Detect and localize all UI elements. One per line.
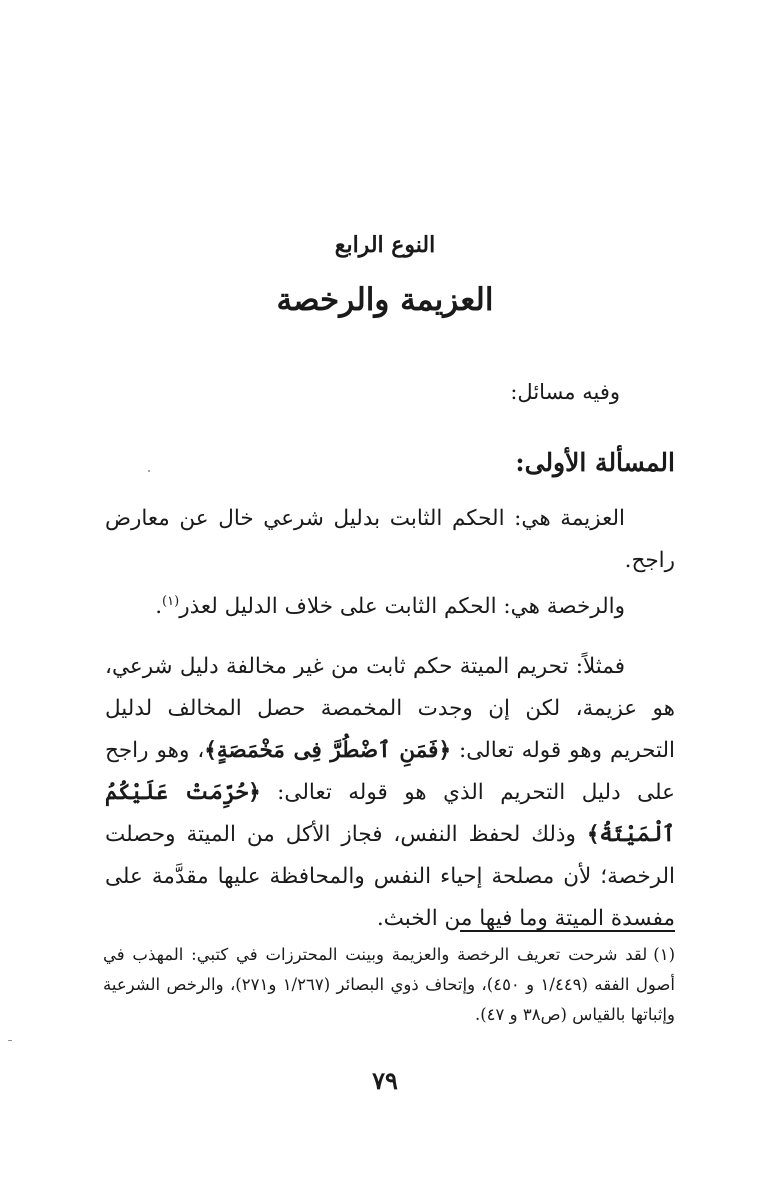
paragraph-example (105, 646, 675, 940)
paragraph-text: ، وهو راجح على دليل التحريم الذي هو قوله تعالى: (105, 738, 675, 805)
intro-line: وفيه مسائل: (510, 380, 620, 404)
quran-quote: ﴿حُرِّمَتْ عَلَيْكُمُ ٱلْمَيْتَةُ﴾ (105, 780, 675, 847)
footnote-number: (١) (653, 945, 675, 964)
paragraph-azima-definition (105, 498, 675, 582)
paragraph-end: . (155, 594, 163, 619)
footnote (103, 940, 675, 1030)
footnote-reference[interactable]: (١) (162, 593, 180, 609)
page-number: ٧٩ (372, 1066, 398, 1095)
section-heading: المسألة الأولى: (515, 448, 675, 477)
paragraph-text: فمثلاً: تحريم الميتة حكم ثابت من غير مخالفة دليل شرعي، هو عزيمة، لكن إن وجدت المخمصة حصل المخالف لدليل التحريم وهو قوله تعالى: (105, 654, 676, 763)
chapter-label: النوع الرابع (334, 232, 436, 258)
footnote-text: لقد شرحت تعريف الرخصة والعزيمة وبينت المحترزات في كتبي: المهذب في أصول الفقه (١/٤٤٩ و ٤٥٠)، وإتحاف ذوي البصائر (١/٢٦٧ و٢٧١)، والرخص الشرعية وإثباتها بالقياس (ص٣٨ و ٤٧). (103, 945, 675, 1024)
footnote-divider (460, 930, 675, 932)
paragraph-rukhsa-definition (105, 586, 675, 628)
quran-quote: ﴿فَمَنِ ٱضْطُرَّ فِى مَخْمَصَةٍ﴾ (204, 738, 452, 763)
paragraph-text: وذلك لحفظ النفس، فجاز الأكل من الميتة وحصلت الرخصة؛ لأن مصلحة إحياء النفس والمحافظة عليها مقدَّمة على مفسدة الميتة وما فيها من الخبث. (105, 822, 675, 931)
scan-speck (8, 1040, 12, 1041)
chapter-title: العزيمة والرخصة (276, 282, 494, 318)
paragraph-text: والرخصة هي: الحكم الثابت على خلاف الدليل لعذر (179, 594, 625, 619)
scan-speck (148, 470, 150, 472)
paragraph-text: العزيمة هي: الحكم الثابت بدليل شرعي خال عن معارض راجح. (105, 506, 675, 573)
